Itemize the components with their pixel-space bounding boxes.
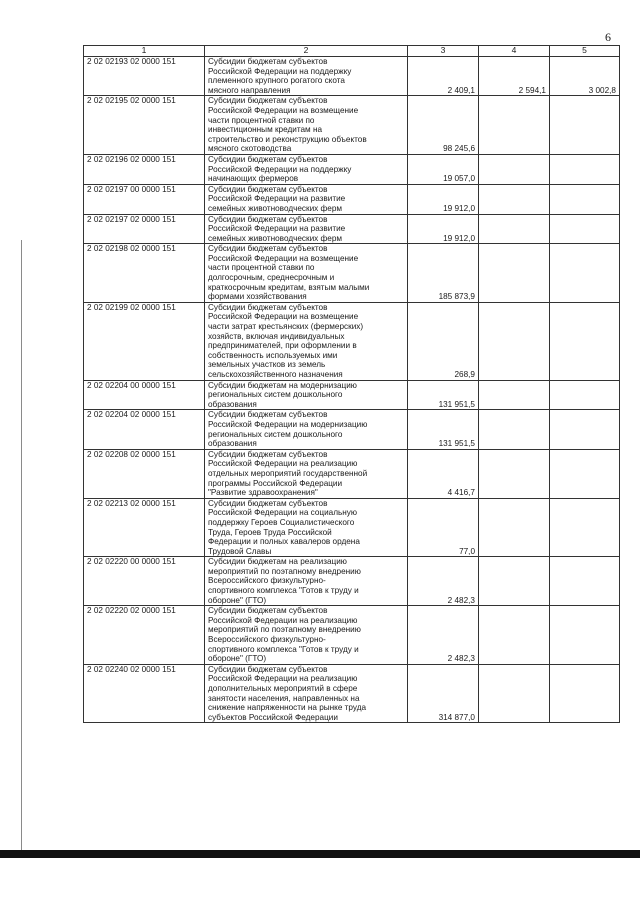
description-cell: Субсидии бюджетам на реализацию мероприятий по поэтапному внедрению Всероссийского физкультурно- спортивного комплекса "Готов к труду и обороне" (ГТО) (205, 557, 408, 606)
amount-col4-cell (479, 606, 550, 665)
amount-col4-cell (479, 214, 550, 244)
amount-col5-cell (550, 498, 620, 557)
budget-code-cell: 2 02 02208 02 0000 151 (84, 449, 205, 498)
amount-col5-cell (550, 214, 620, 244)
amount-col5-cell (550, 302, 620, 380)
table-row (84, 57, 620, 96)
amount-col5-cell (550, 380, 620, 410)
table-row (84, 184, 620, 214)
column-header-3: 3 (408, 46, 479, 57)
table-row (84, 449, 620, 498)
amount-col4-cell (479, 449, 550, 498)
column-header-4: 4 (479, 46, 550, 57)
amount-col5-cell (550, 244, 620, 303)
amount-col4-cell (479, 302, 550, 380)
table-row (84, 557, 620, 606)
amount-col4-cell (479, 96, 550, 155)
table-row (84, 244, 620, 303)
page-number: 6 (605, 30, 611, 44)
table-row (84, 498, 620, 557)
amount-col4-cell (479, 498, 550, 557)
description-cell: Субсидии бюджетам субъектов Российской Федерации на поддержку племенного крупного рогатого скота мясного направления (205, 57, 408, 96)
margin-line (21, 240, 22, 850)
description-cell: Субсидии бюджетам субъектов Российской Федерации на реализацию отдельных мероприятий государственной программы Российской Федерации "Развитие здравоохранения" (205, 449, 408, 498)
table-row (84, 380, 620, 410)
table-header-row (84, 46, 620, 57)
table-body (84, 46, 620, 723)
amount-col5-cell (550, 449, 620, 498)
table-row (84, 154, 620, 184)
budget-code-cell: 2 02 02220 02 0000 151 (84, 606, 205, 665)
table-row (84, 96, 620, 155)
description-cell: Субсидии бюджетам субъектов Российской Федерации на реализацию мероприятий по поэтапному внедрению Всероссийского физкультурно- спортивного комплекса "Готов к труду и обороне" (ГТО) (205, 606, 408, 665)
amount-col4-cell (479, 557, 550, 606)
description-cell: Субсидии бюджетам субъектов Российской Федерации на возмещение части затрат крестьянских (фермерских) хозяйств, включая индивидуальных предпринимателей, при оформлении в собственность используемых ими земельных участков из земель сельскохозяйственного назначения (205, 302, 408, 380)
amount-col5-cell (550, 557, 620, 606)
amount-col5-cell (550, 154, 620, 184)
amount-col3-cell: 185 873,9 (408, 244, 479, 303)
budget-code-cell: 2 02 02198 02 0000 151 (84, 244, 205, 303)
description-cell: Субсидии бюджетам субъектов Российской Федерации на возмещение части процентной ставки по инвестиционным кредитам на строительство и реконструкцию объектов мясного скотоводства (205, 96, 408, 155)
amount-col5-cell (550, 606, 620, 665)
amount-col3-cell: 2 409,1 (408, 57, 479, 96)
budget-code-cell: 2 02 02213 02 0000 151 (84, 498, 205, 557)
amount-col5-cell: 3 002,8 (550, 57, 620, 96)
amount-col5-cell (550, 184, 620, 214)
column-header-1: 1 (84, 46, 205, 57)
column-header-5: 5 (550, 46, 620, 57)
amount-col4-cell (479, 244, 550, 303)
description-cell: Субсидии бюджетам субъектов Российской Федерации на развитие семейных животноводческих ферм (205, 184, 408, 214)
table-row (84, 302, 620, 380)
budget-code-cell: 2 02 02204 02 0000 151 (84, 410, 205, 449)
budget-code-cell: 2 02 02195 02 0000 151 (84, 96, 205, 155)
budget-code-cell: 2 02 02204 00 0000 151 (84, 380, 205, 410)
amount-col5-cell (550, 96, 620, 155)
amount-col3-cell: 19 912,0 (408, 214, 479, 244)
description-cell: Субсидии бюджетам субъектов Российской Федерации на поддержку начинающих фермеров (205, 154, 408, 184)
amount-col4-cell: 2 594,1 (479, 57, 550, 96)
budget-table (83, 45, 620, 723)
amount-col3-cell: 131 951,5 (408, 380, 479, 410)
table-row (84, 606, 620, 665)
table-row (84, 410, 620, 449)
amount-col3-cell: 2 482,3 (408, 606, 479, 665)
amount-col3-cell: 19 057,0 (408, 154, 479, 184)
budget-code-cell: 2 02 02240 02 0000 151 (84, 664, 205, 723)
amount-col3-cell: 77,0 (408, 498, 479, 557)
scan-edge-bar (0, 850, 640, 858)
budget-code-cell: 2 02 02197 00 0000 151 (84, 184, 205, 214)
description-cell: Субсидии бюджетам на модернизацию региональных систем дошкольного образования (205, 380, 408, 410)
amount-col4-cell (479, 184, 550, 214)
amount-col4-cell (479, 410, 550, 449)
budget-code-cell: 2 02 02197 02 0000 151 (84, 214, 205, 244)
budget-code-cell: 2 02 02193 02 0000 151 (84, 57, 205, 96)
amount-col3-cell: 314 877,0 (408, 664, 479, 723)
amount-col3-cell: 268,9 (408, 302, 479, 380)
amount-col3-cell: 2 482,3 (408, 557, 479, 606)
budget-code-cell: 2 02 02220 00 0000 151 (84, 557, 205, 606)
table-row (84, 214, 620, 244)
amount-col4-cell (479, 664, 550, 723)
amount-col5-cell (550, 410, 620, 449)
description-cell: Субсидии бюджетам субъектов Российской Федерации на модернизацию региональных систем дошкольного образования (205, 410, 408, 449)
amount-col3-cell: 19 912,0 (408, 184, 479, 214)
amount-col5-cell (550, 664, 620, 723)
description-cell: Субсидии бюджетам субъектов Российской Федерации на возмещение части процентной ставки по долгосрочным, среднесрочным и краткосрочным кредитам, взятым малыми формами хозяйствования (205, 244, 408, 303)
amount-col3-cell: 4 416,7 (408, 449, 479, 498)
budget-code-cell: 2 02 02196 02 0000 151 (84, 154, 205, 184)
table-row (84, 664, 620, 723)
column-header-2: 2 (205, 46, 408, 57)
amount-col4-cell (479, 380, 550, 410)
amount-col3-cell: 98 245,6 (408, 96, 479, 155)
description-cell: Субсидии бюджетам субъектов Российской Федерации на социальную поддержку Героев Социалистического Труда, Героев Труда Российской Федерации и полных кавалеров ордена Трудовой Славы (205, 498, 408, 557)
amount-col4-cell (479, 154, 550, 184)
description-cell: Субсидии бюджетам субъектов Российской Федерации на развитие семейных животноводческих ферм (205, 214, 408, 244)
amount-col3-cell: 131 951,5 (408, 410, 479, 449)
budget-code-cell: 2 02 02199 02 0000 151 (84, 302, 205, 380)
description-cell: Субсидии бюджетам субъектов Российской Федерации на реализацию дополнительных мероприятий в сфере занятости населения, направленных на снижение напряженности на рынке труда субъектов Российской Федерации (205, 664, 408, 723)
